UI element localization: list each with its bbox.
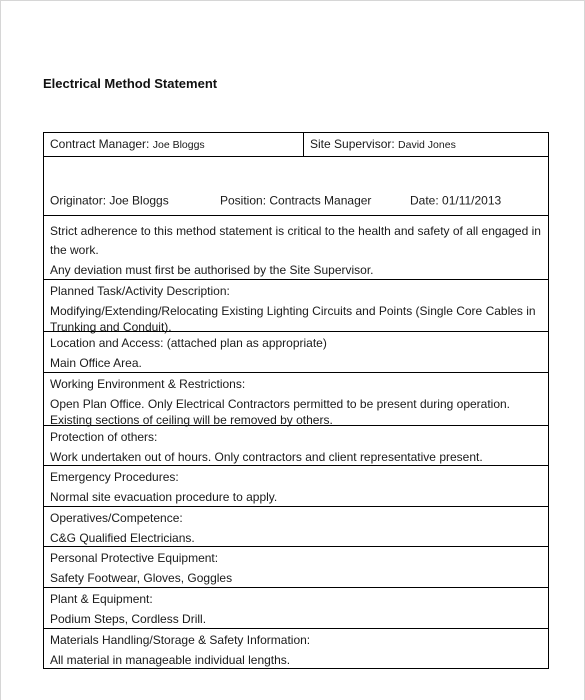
site-supervisor-label: Site Supervisor: bbox=[310, 137, 395, 151]
ppe-body: Safety Footwear, Gloves, Goggles bbox=[50, 571, 233, 585]
operatives-body: C&G Qualified Electricians. bbox=[50, 531, 195, 545]
deviation-notice-text: Any deviation must first be authorised by the Site Supervisor. bbox=[50, 263, 374, 277]
operatives-heading: Operatives/Competence: bbox=[50, 511, 183, 525]
operatives-section bbox=[44, 507, 548, 547]
adherence-notice-text: Strict adherence to this method statement is critical to the health and safety of all engaged in the work. bbox=[50, 224, 541, 257]
contract-manager-cell bbox=[44, 133, 304, 156]
site-supervisor-value: David Jones bbox=[398, 139, 456, 151]
date-text: Date: 01/11/2013 bbox=[410, 193, 502, 208]
contract-manager-value: Joe Bloggs bbox=[152, 139, 205, 151]
emergency-procedures-section bbox=[44, 466, 548, 507]
site-supervisor-cell bbox=[304, 133, 548, 156]
protection-heading: Protection of others: bbox=[50, 430, 158, 444]
emergency-procedures-body: Normal site evacuation procedure to apply. bbox=[50, 490, 278, 504]
originator-row bbox=[44, 157, 548, 216]
adherence-notice bbox=[44, 216, 548, 280]
protection-body: Work undertaken out of hours. Only contractors and client representative present. bbox=[50, 450, 483, 464]
location-access-heading: Location and Access: (attached plan as appropriate) bbox=[50, 336, 327, 350]
manager-supervisor-row bbox=[44, 133, 548, 157]
plant-equipment-body: Podium Steps, Cordless Drill. bbox=[50, 612, 207, 626]
materials-handling-section bbox=[44, 629, 548, 668]
position-text: Position: Contracts Manager bbox=[220, 193, 372, 208]
location-access-section bbox=[44, 332, 548, 373]
method-statement-form bbox=[43, 132, 549, 669]
working-environment-heading: Working Environment & Restrictions: bbox=[50, 377, 246, 391]
originator-text: Originator: Joe Bloggs bbox=[50, 193, 169, 208]
planned-task-heading: Planned Task/Activity Description: bbox=[50, 284, 230, 298]
plant-equipment-heading: Plant & Equipment: bbox=[50, 592, 153, 606]
ppe-section bbox=[44, 547, 548, 588]
materials-handling-body: All material in manageable individual lengths. bbox=[50, 653, 291, 667]
materials-handling-heading: Materials Handling/Storage & Safety Information: bbox=[50, 633, 311, 647]
planned-task-section bbox=[44, 280, 548, 332]
emergency-procedures-heading: Emergency Procedures: bbox=[50, 470, 179, 484]
location-access-body: Main Office Area. bbox=[50, 356, 142, 370]
protection-section bbox=[44, 426, 548, 466]
working-environment-body: Open Plan Office. Only Electrical Contractors permitted to be present during operation. Existing sections of ceiling will be removed by others. bbox=[50, 397, 511, 427]
document-title: Electrical Method Statement bbox=[43, 76, 218, 91]
planned-task-body: Modifying/Extending/Relocating Existing Lighting Circuits and Points (Single Core Cables in Trunking and Conduit). bbox=[50, 304, 536, 334]
contract-manager-label: Contract Manager: bbox=[50, 137, 150, 151]
working-environment-section bbox=[44, 373, 548, 426]
plant-equipment-section bbox=[44, 588, 548, 629]
ppe-heading: Personal Protective Equipment: bbox=[50, 551, 219, 565]
